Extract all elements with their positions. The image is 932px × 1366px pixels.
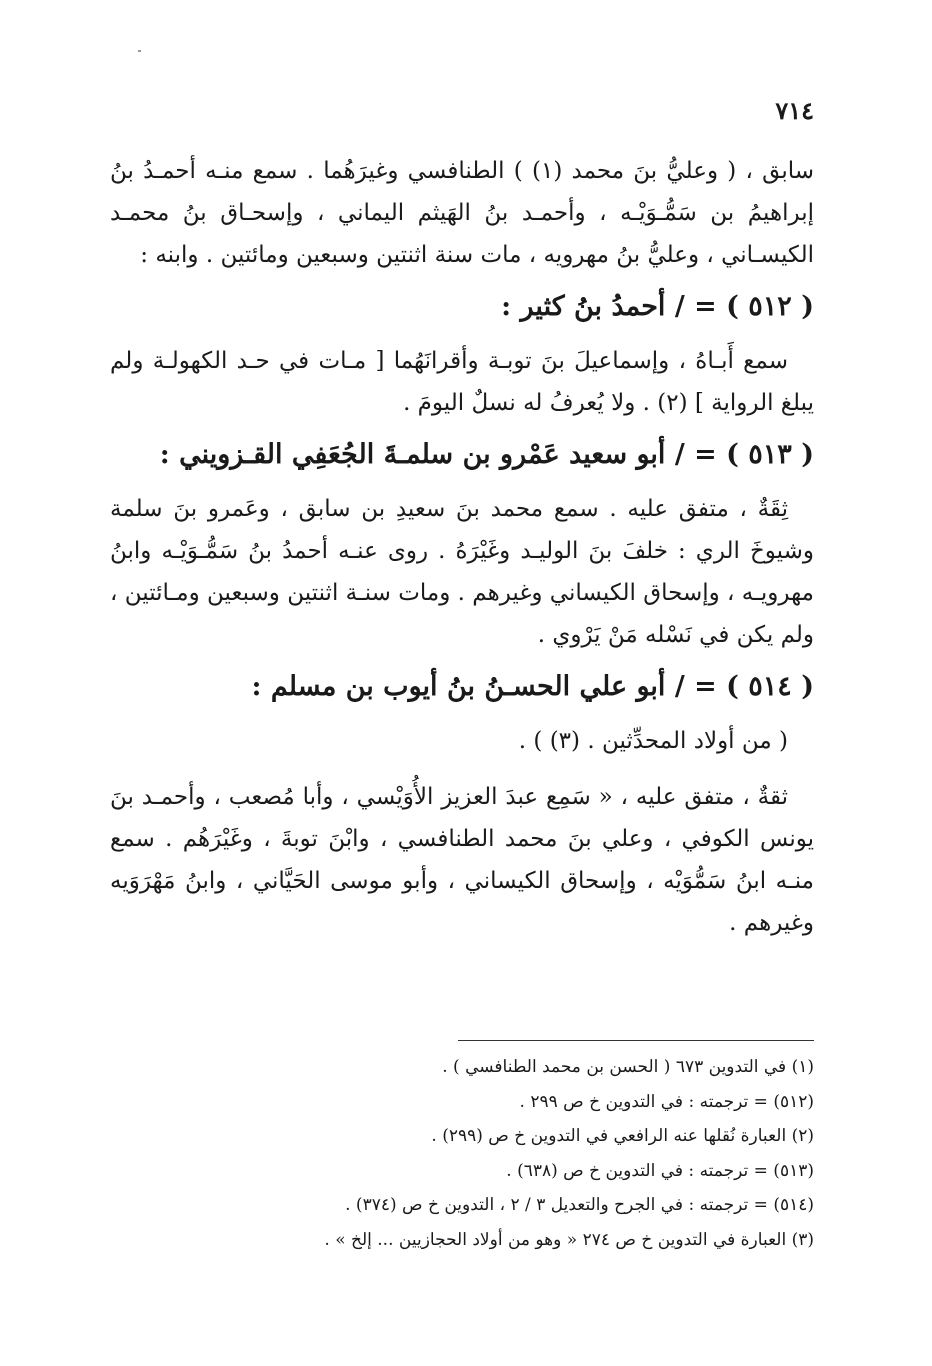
- footnote-514: (٥١٤) = ترجمته : في الجرح والتعديل ٣ / ٢ ، التدوين خ ص (٣٧٤) .: [345, 1195, 814, 1215]
- main-text: [110, 150, 814, 944]
- entry-text-512: سمع أَبـاهُ ، وإسماعيلَ بنَ توبـة وأقرانَهُما [ مـات في حـد الكهولـة ولم يبلغ الرواية ] (٢) . ولا يُعرفُ له نسلٌ اليومَ .: [110, 348, 814, 416]
- entry-heading-512: ( ٥١٢ ) = / أحمدُ بنُ كثير :: [501, 291, 814, 322]
- paragraph-intro: سابق ، ( وعليُّ بنَ محمد (١) ) الطنافسي وغيرَهُما . سمع منـه أحمـدُ بنُ إبراهيمُ بن سَمُّـوَيْـه ، وأحمـد بنُ الهَيثم اليماني ، وإسحـاق بنُ محمـد الكيسـاني ، وعليُّ بنُ مهرويه ، مات سنة اثنتين وسبعين ومائتين . وابنه :: [110, 158, 814, 268]
- entry-text-514: ثقةٌ ، متفق عليه ، « سَمِع عبدَ العزيز الأُوَيْسي ، وأبا مُصعب ، وأحمـد بنَ يونس الكوفي ، وعلي بنَ محمد الطنافسي ، وابْنَ توبةَ ، وغَيْرَهُم . سمع منـه ابنُ سَمُّوَيْه ، وإسحاق الكيساني ، وأبو موسى الحَيَّاني ، وابنُ مَهْرَوَيه وغيرهم .: [110, 784, 814, 936]
- footnote-1: (١) في التدوين ٦٧٣ ( الحسن بن محمد الطنافسي ) .: [442, 1057, 814, 1077]
- footnote-513: (٥١٣) = ترجمته : في التدوين خ ص (٦٣٨) .: [506, 1160, 814, 1181]
- footnotes: [110, 1050, 814, 1257]
- entry-text-513: ثِقَةٌ ، متفق عليه . سمع محمد بنَ سعيدِ بن سابق ، وعَمرو بنَ سلمة وشيوخَ الري : خلفَ بنَ الوليـد وغَيْرَهُ . روى عنـه أحمدُ بنُ سَمُّـوَيْـه وابنُ مهرويـه ، وإسحاق الكيساني وغيرهم . ومات سنـة اثنتين وسبعين ومـائتين ، ولم يكن في نَسْله مَنْ يَرْوي .: [110, 496, 814, 648]
- entry-note-514: ( من أولاد المحدِّثين . (٣) ) .: [518, 728, 788, 754]
- footnote-2: (٢) العبارة نُقلها عنه الرافعي في التدوين خ ص (٢٩٩) .: [431, 1126, 814, 1146]
- footnote-512: (٥١٢) = ترجمته : في التدوين خ ص ٢٩٩ .: [519, 1091, 814, 1112]
- footnote-divider: [458, 1040, 814, 1041]
- scan-speck: [138, 50, 141, 52]
- page-number: ٧١٤: [775, 96, 814, 125]
- footnote-3: (٣) العبارة في التدوين خ ص ٢٧٤ « وهو من أولاد الحجازيين ... إلخ » .: [324, 1229, 814, 1250]
- entry-heading-513: ( ٥١٣ ) = / أبو سعيد عَمْرو بن سلمـةَ الجُعَفِي القـزويني :: [159, 439, 814, 470]
- entry-heading-514: ( ٥١٤ ) = / أبو علي الحسـنُ بنُ أيوب بن مسلم :: [251, 671, 814, 702]
